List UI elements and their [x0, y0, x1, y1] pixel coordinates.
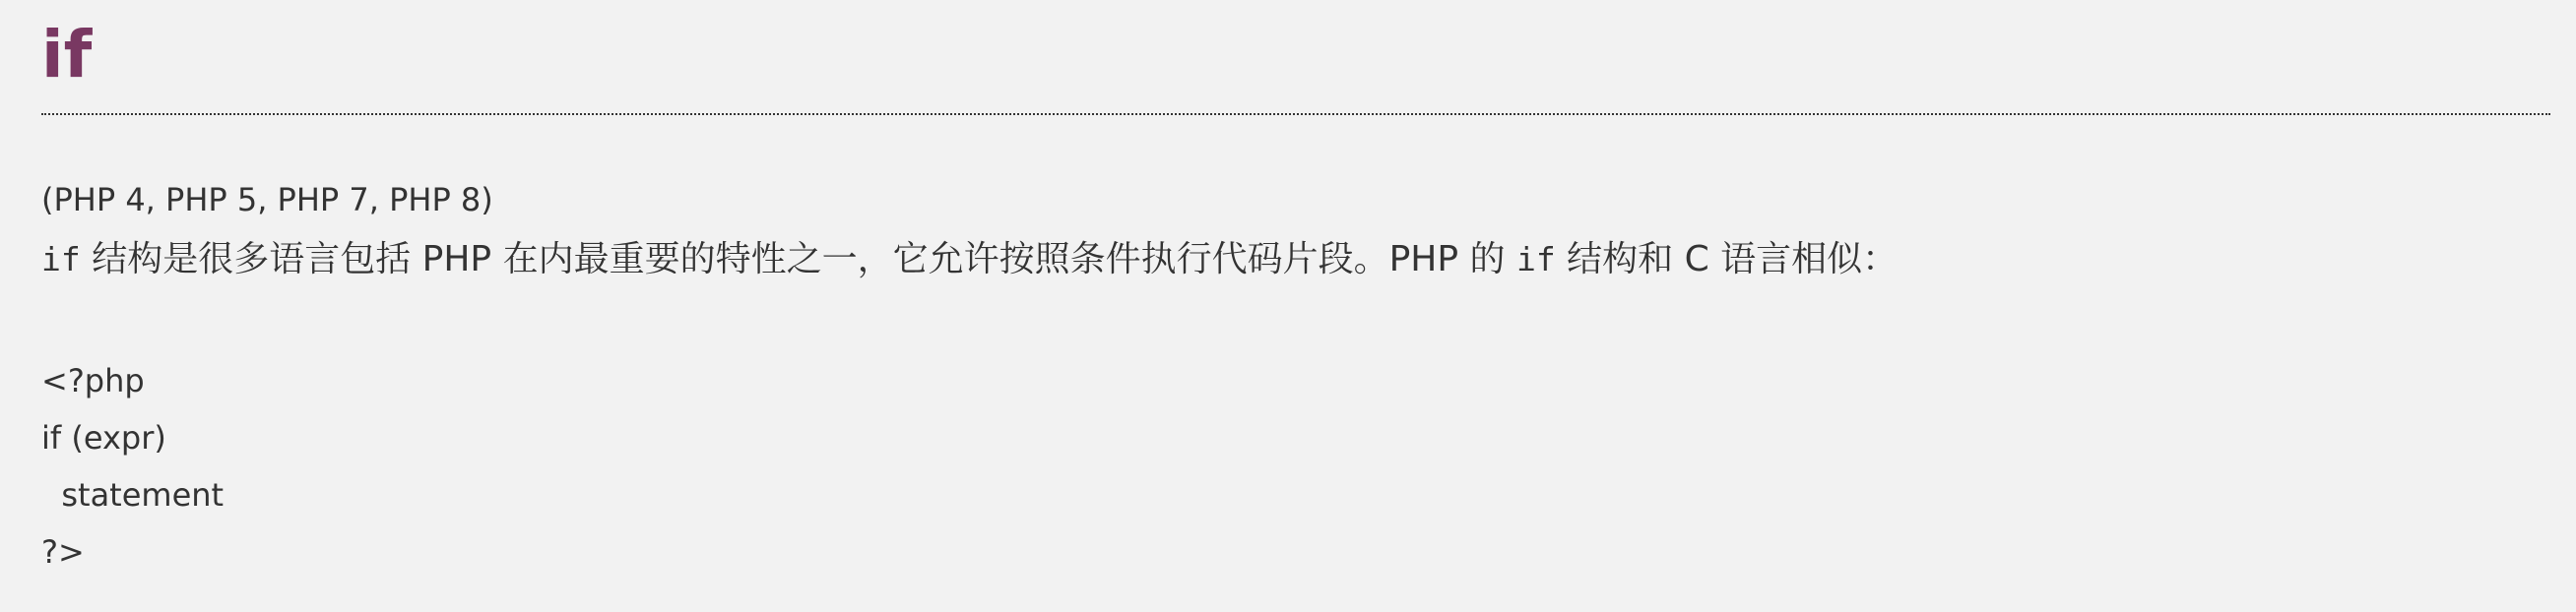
code-line: <?php: [41, 362, 145, 399]
code-line: statement: [41, 476, 225, 514]
keyword-if-2: if: [1515, 240, 1556, 278]
keyword-if: if: [41, 240, 81, 278]
title-divider: [41, 113, 2550, 115]
code-example: [41, 352, 224, 581]
page-title: if: [41, 17, 93, 92]
code-line: ?>: [41, 533, 85, 571]
description-text-2: 结构和 C 语言相似：: [1555, 239, 1899, 279]
code-line: if (expr): [41, 419, 166, 457]
description-paragraph: [41, 232, 1898, 287]
version-info: (PHP 4, PHP 5, PHP 7, PHP 8): [41, 181, 493, 218]
description-text-1: 结构是很多语言包括 PHP 在内最重要的特性之一，它允许按照条件执行代码片段。PHP 的: [80, 239, 1516, 279]
